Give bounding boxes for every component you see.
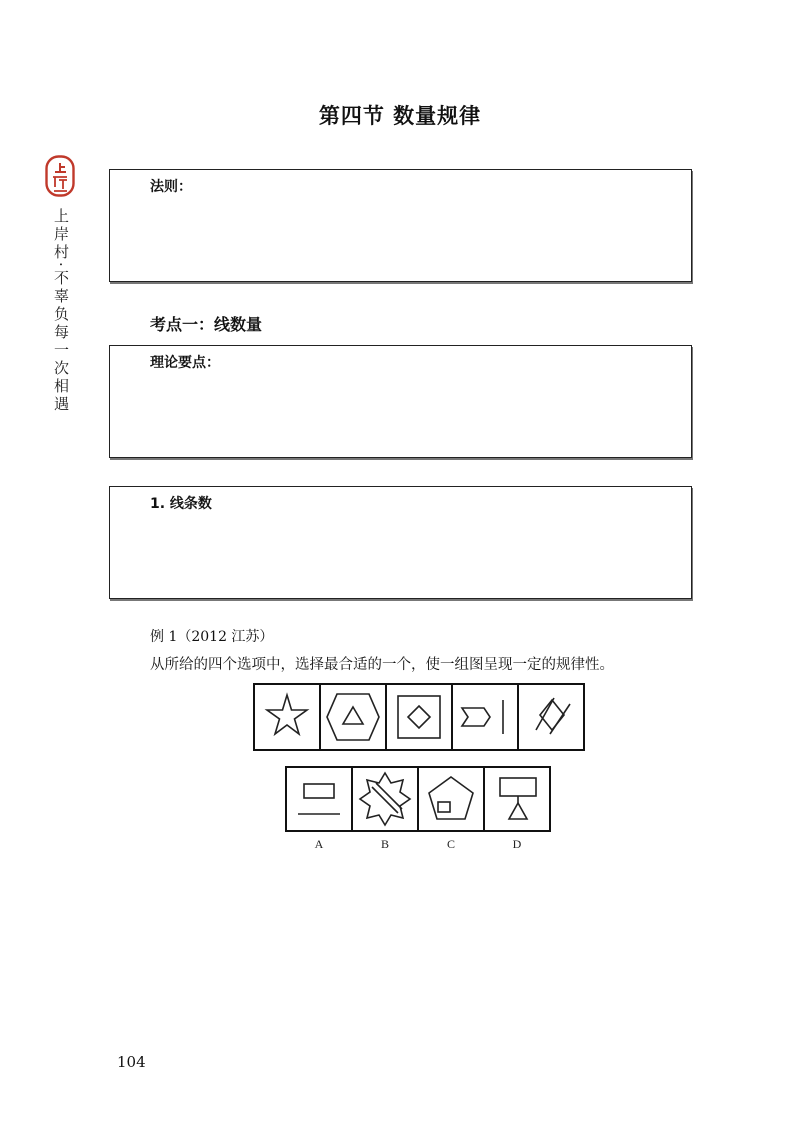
page-number: 104 bbox=[117, 1053, 146, 1071]
rule-box bbox=[109, 169, 692, 282]
page-title: 第四节 数量规律 bbox=[318, 104, 482, 128]
theory-box bbox=[109, 345, 692, 458]
option-c-label: C bbox=[446, 837, 456, 851]
example-label: 例 1（2012 江苏） bbox=[150, 629, 274, 645]
question-figure-row bbox=[252, 682, 585, 754]
section-heading: 考点一：线数量 bbox=[150, 315, 263, 334]
line-count-box bbox=[109, 486, 692, 599]
option-b-figure bbox=[352, 767, 418, 831]
option-a-figure bbox=[286, 767, 352, 831]
option-a-label: A bbox=[314, 837, 324, 851]
question-cell-1-star bbox=[254, 684, 320, 750]
rule-box-label: 法则： bbox=[150, 179, 192, 195]
question-cell-5-diamond-slashes bbox=[518, 684, 584, 750]
theory-box-label: 理论要点： bbox=[150, 355, 220, 371]
option-d-figure bbox=[484, 767, 550, 831]
options-figure-row bbox=[284, 765, 554, 855]
example-question: 从所给的四个选项中，选择最合适的一个，使一组图呈现一定的规律性。 bbox=[150, 657, 614, 673]
question-cell-2-hexagon-triangle bbox=[320, 684, 386, 750]
line-count-box-label: 1. 线条数 bbox=[150, 496, 212, 512]
option-c-figure bbox=[418, 767, 484, 831]
option-b-label: B bbox=[380, 837, 390, 851]
question-cell-3-square-diamond bbox=[386, 684, 452, 750]
option-d-label: D bbox=[512, 837, 522, 851]
seal-logo bbox=[45, 155, 75, 197]
side-slogan: 上岸村·不辜负每一次相遇 bbox=[52, 208, 70, 414]
question-cell-4-arrow-line bbox=[452, 684, 518, 750]
